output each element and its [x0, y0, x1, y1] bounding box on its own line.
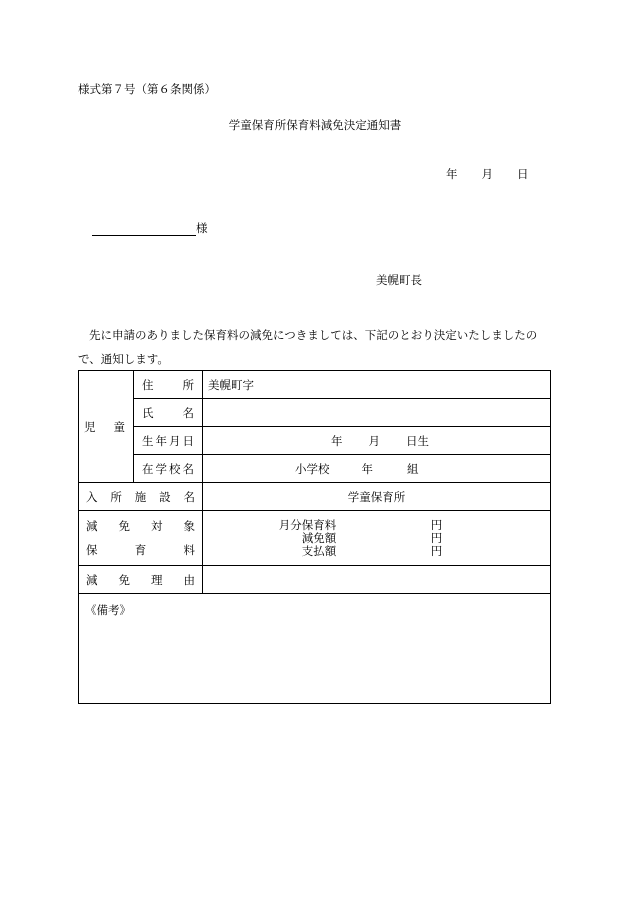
school-class: 組 — [407, 461, 419, 476]
birth-label-cell — [134, 427, 203, 455]
reason-label-1: 減 — [86, 572, 98, 587]
reason-label-2: 免 — [118, 572, 130, 587]
address-value-cell — [203, 371, 551, 399]
school-label-4: 名 — [182, 461, 194, 476]
addressee — [92, 220, 208, 236]
fee-label-a4: 象 — [183, 519, 195, 533]
school-suffix: 小学校 — [295, 461, 330, 476]
birth-label-2: 年 — [155, 433, 167, 448]
school-label-1: 在 — [142, 461, 154, 476]
facility-label-4: 設 — [159, 489, 171, 504]
name-label-2: 名 — [182, 405, 194, 420]
school-value-cell — [203, 455, 551, 483]
address-value: 美幌町字 — [208, 377, 254, 392]
facility-label-2: 所 — [110, 489, 122, 504]
date-day: 日 — [517, 167, 529, 181]
name-label-cell — [134, 399, 203, 427]
school-grade: 年 — [361, 461, 373, 476]
school-label-cell — [134, 455, 203, 483]
child-label-2: 童 — [113, 419, 125, 434]
birth-year: 年 — [331, 433, 343, 448]
birth-day: 日生 — [406, 433, 429, 448]
birth-month: 月 — [368, 433, 380, 448]
fee-label-b3: 料 — [183, 543, 195, 557]
facility-value-cell — [203, 483, 551, 511]
fee-label-a1: 減 — [86, 519, 98, 533]
name-value — [203, 406, 208, 420]
reduction-table — [78, 370, 551, 704]
date-month: 月 — [481, 167, 493, 181]
date-year: 年 — [446, 167, 458, 181]
payment-amount-unit: 円 — [430, 543, 443, 558]
reason-value — [203, 573, 208, 587]
fee-value-cell — [203, 511, 551, 566]
issuer: 美幌町長 — [376, 273, 422, 287]
fee-label-a3: 対 — [151, 519, 163, 533]
reduction-amount-label: 減免額 — [301, 530, 337, 545]
fee-label-b2: 育 — [134, 543, 147, 557]
school-label-2: 学 — [155, 461, 167, 476]
addressee-honorific: 様 — [196, 221, 208, 235]
fee-label-b1: 保 — [86, 543, 98, 557]
address-label-1: 住 — [142, 377, 154, 392]
facility-label-1: 入 — [86, 489, 98, 504]
reduction-amount-unit: 円 — [430, 530, 443, 545]
document-title: 学童保育所保育料減免決定通知書 — [228, 118, 402, 132]
birth-label-3: 月 — [169, 433, 181, 448]
name-label-1: 氏 — [142, 405, 154, 420]
monthly-fee-label: 月分保育料 — [278, 517, 337, 532]
reason-label-4: 由 — [183, 572, 195, 587]
facility-label-cell — [79, 483, 203, 511]
remarks-cell — [79, 594, 551, 704]
name-value-cell — [203, 399, 551, 427]
facility-value: 学童保育所 — [347, 489, 406, 504]
remarks-label: 《備考》 — [85, 603, 131, 617]
birth-value-cell — [203, 427, 551, 455]
addressee-name-line — [92, 223, 196, 236]
date-line — [446, 166, 529, 182]
address-label-cell — [134, 371, 203, 399]
child-label-1: 児 — [84, 419, 96, 434]
birth-label-4: 日 — [182, 433, 194, 448]
address-label-2: 所 — [182, 377, 194, 392]
monthly-fee-unit: 円 — [430, 517, 443, 532]
reason-label-3: 理 — [151, 572, 163, 587]
form-number: 様式第７号（第６条関係） — [78, 82, 216, 96]
child-label-cell — [79, 371, 134, 483]
notice-body: 先に申請のありました保育料の減免につきましては、下記のとおり決定いたしましたので、通知します。 — [78, 328, 538, 366]
facility-label-3: 施 — [134, 489, 147, 504]
facility-label-5: 名 — [183, 489, 195, 504]
school-label-3: 校 — [169, 461, 181, 476]
fee-label-a2: 免 — [118, 519, 130, 533]
birth-label-1: 生 — [142, 433, 154, 448]
payment-amount-label: 支払額 — [301, 543, 337, 558]
reason-value-cell — [203, 566, 551, 594]
reason-label-cell — [79, 566, 203, 594]
